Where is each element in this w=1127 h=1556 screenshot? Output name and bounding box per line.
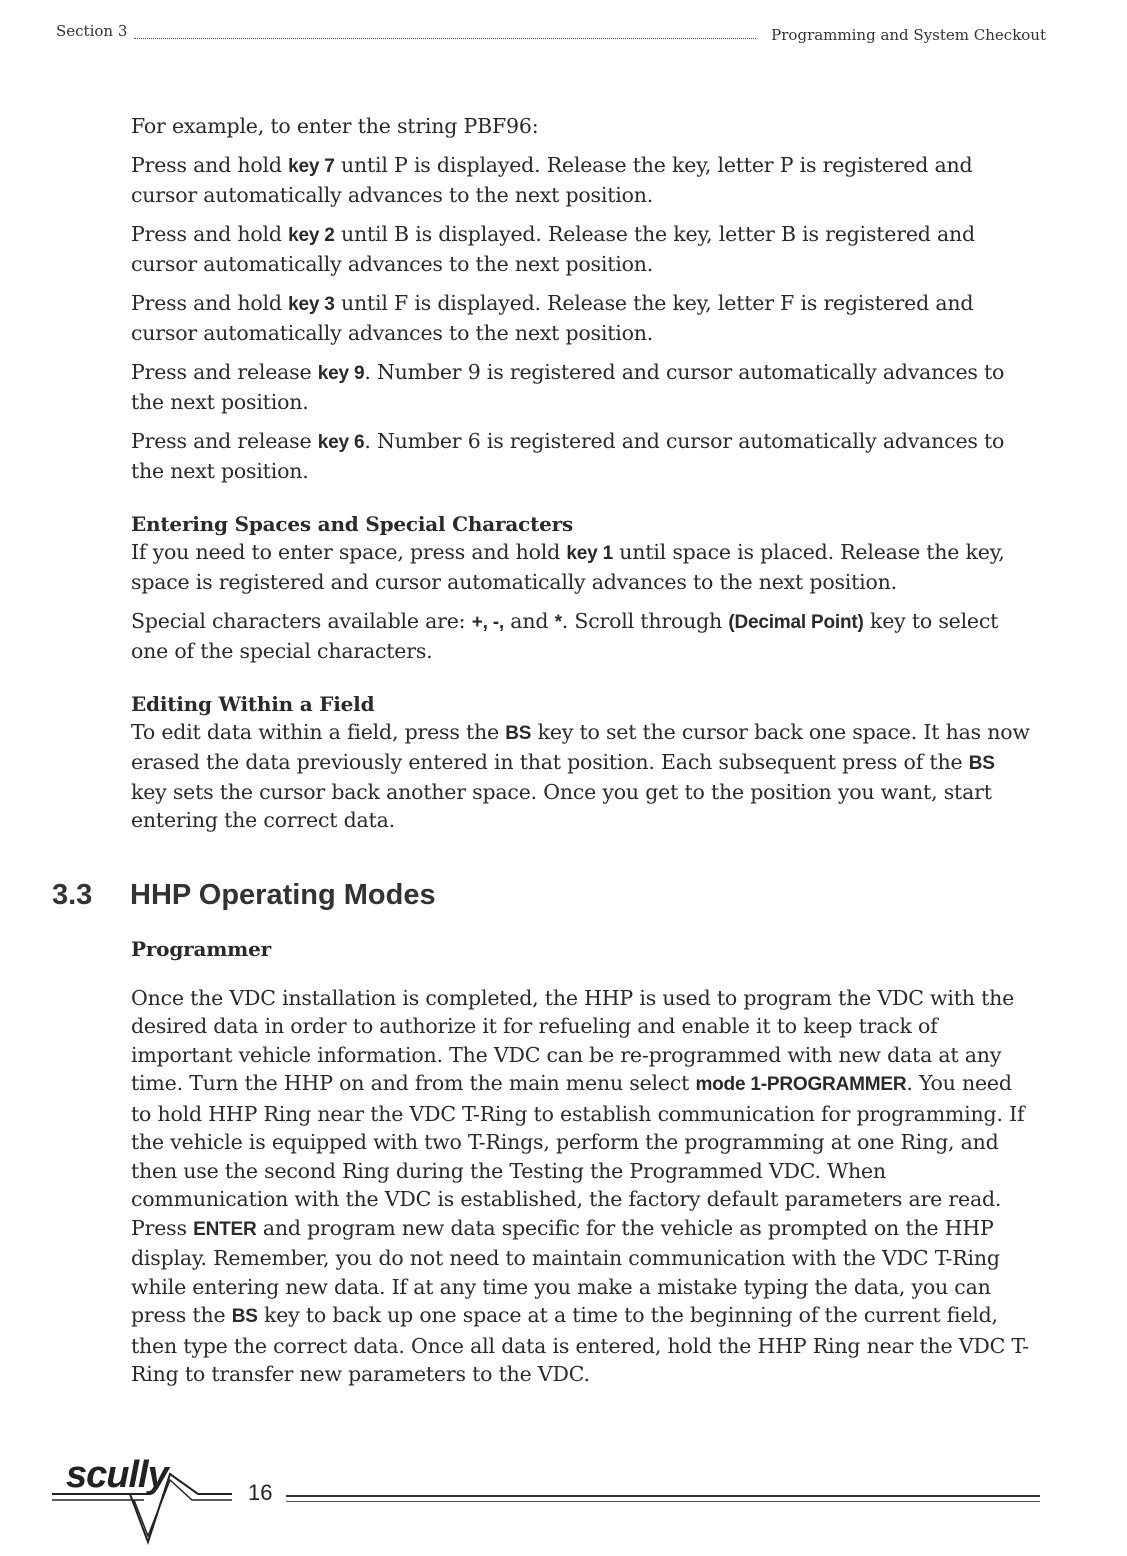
footer-rule (286, 1495, 1040, 1497)
header-section: Section 3 (56, 22, 128, 40)
special-chars-paragraph: Special characters available are: +, -, and *. Scroll through (Decimal Point) key to select one of the special characters. (131, 609, 999, 663)
programmer-heading: Programmer (131, 937, 271, 961)
spaces-heading: Entering Spaces and Special Characters (131, 512, 574, 536)
step-paragraph: Press and hold key 3 until F is displayed. Release the key, letter F is registered and cursor automatically advances to the next position. (131, 291, 974, 345)
step-paragraph: Press and hold key 7 until P is displayed. Release the key, letter P is registered and cursor automatically advances to the next position. (131, 153, 973, 207)
section-number: 3.3 (52, 879, 93, 911)
step-paragraph: Press and hold key 2 until B is displayed. Release the key, letter B is registered and cursor automatically advances to the next position. (131, 222, 975, 276)
main-content (131, 112, 1031, 845)
key-label: key 3 (288, 294, 335, 315)
step-paragraph: Press and release key 9. Number 9 is registered and cursor automatically advances to the next position. (131, 360, 1005, 414)
key-label: mode 1-PROGRAMMER (695, 1074, 907, 1095)
editing-paragraph: To edit data within a field, press the BS key to set the cursor back one space. It has now erased the data previously entered in that position. Each subsequent press of the BS key sets the cursor back another space. Once you get to the position you want, start entering the correct data. (131, 720, 1030, 832)
footer-rule (286, 1501, 1040, 1502)
key-label: BS (968, 753, 995, 774)
section-title: HHP Operating Modes (130, 879, 436, 911)
key-label: (Decimal Point) (728, 612, 864, 633)
page-number: 16 (248, 1480, 273, 1505)
section-heading (52, 879, 436, 912)
header-title: Programming and System Checkout (771, 26, 1046, 44)
scully-logo-text: scully (66, 1454, 168, 1496)
key-label: ENTER (193, 1218, 257, 1240)
key-label: key 7 (288, 156, 335, 177)
key-label: BS (505, 723, 532, 744)
programmer-content (131, 935, 1031, 1409)
header-leader-dots (134, 38, 756, 39)
page-header (56, 22, 1046, 46)
page-footer (52, 1450, 1042, 1550)
key-label: key 6 (317, 432, 365, 453)
editing-heading: Editing Within a Field (131, 692, 375, 716)
example-intro: For example, to enter the string PBF96: (131, 114, 539, 138)
key-label: key 1 (566, 543, 613, 564)
spaces-paragraph: If you need to enter space, press and hold key 1 until space is placed. Release the key, space is registered and cursor automatically advances to the next position. (131, 540, 1005, 594)
key-label: key 9 (317, 363, 365, 384)
step-paragraph: Press and release key 6. Number 6 is registered and cursor automatically advances to the next position. (131, 429, 1005, 483)
key-label: key 2 (288, 225, 335, 246)
programmer-paragraph: Once the VDC installation is completed, the HHP is used to program the VDC with the desired data in order to authorize it for refueling and enable it to keep track of important vehicle information. The VDC can be re-programmed with new data at any time. Turn the HHP on and from the main menu select mode 1-PROGRAMMER. You need to hold HHP Ring near the VDC T-Ring to establish communication for programming. If the vehicle is equipped with two T-Rings, perform the programming at one Ring, and then use the second Ring during the Testing the Programmed VDC. When communication with the VDC is established, the factory default parameters are read. Press ENTER and program new data specific for the vehicle as prompted on the HHP display. Remember, you do not need to maintain communication with the VDC T-Ring while entering new data. If at any time you make a mistake typing the data, you can press the BS key to back up one space at a time to the beginning of the current field, then type the correct data. Once all data is entered, hold the HHP Ring near the VDC T-Ring to transfer new parameters to the VDC. (131, 985, 1029, 1386)
key-label: BS (231, 1306, 258, 1327)
